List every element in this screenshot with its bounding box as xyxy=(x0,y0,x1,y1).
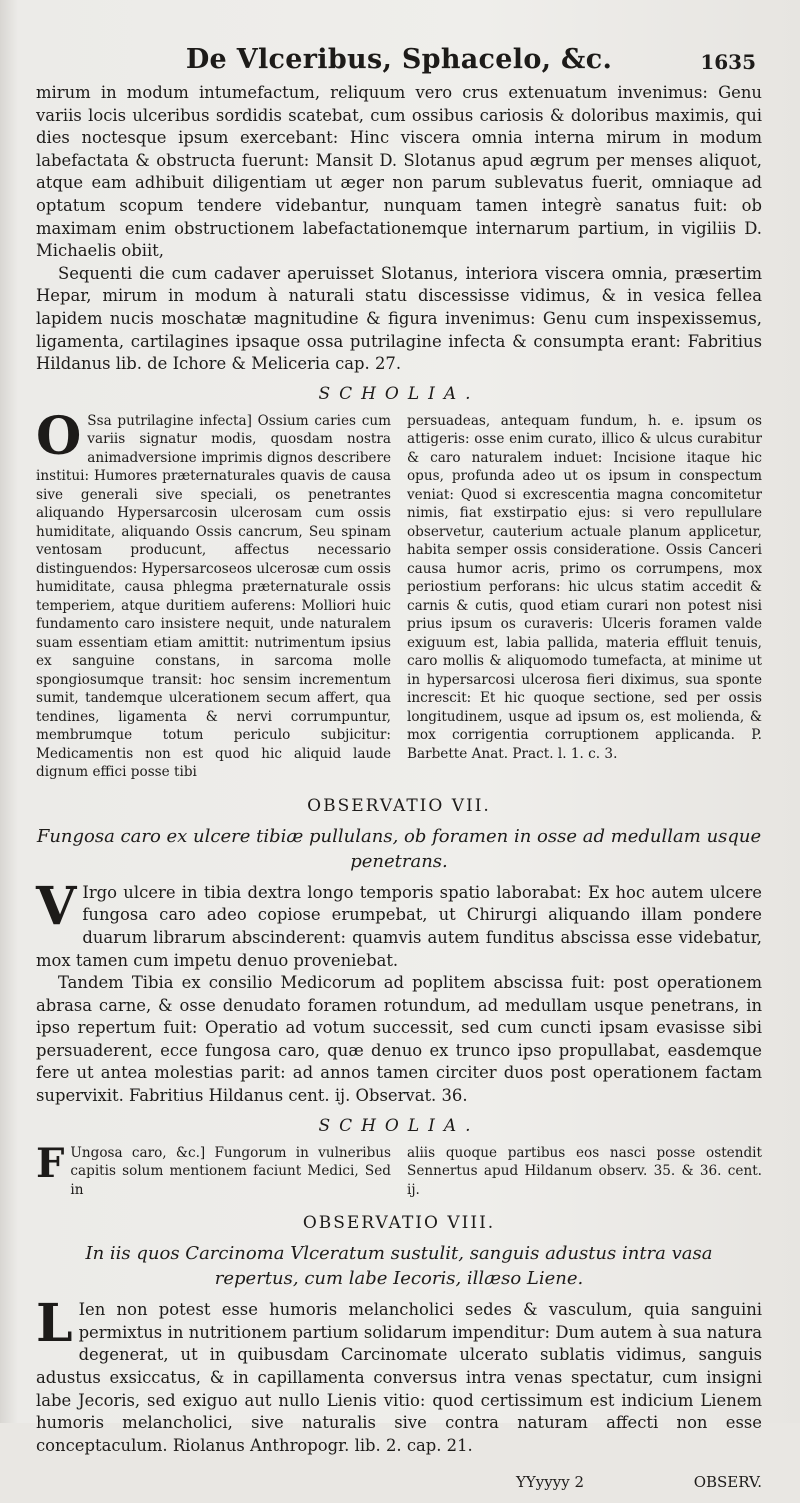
observatio-7-paragraph-2: Tandem Tibia ex consilio Medicorum ad poplitem abscissa fuit: post operationem abrasa carne, & osse denudato foramen rotundum, ad medullam usque penetrans, in ipso repertum fuit: Operatio ad votum successit, sed cum cuncti ipsam evasisse sibi persuaderent, ecce fungosa caro, quæ denuo ex trunco ipso propullabat, easdemque fere ut antea molestias parit: ad annos tamen circiter duos post operationem factam supervixit. Fabritius Hildanus cent. ij. Observat. 36. xyxy=(36,973,762,1106)
scholia-heading-2: SCHOLIA. xyxy=(318,1115,480,1136)
drop-cap-f: F xyxy=(36,1139,65,1187)
observatio-8-title-line-1: In iis quos Carcinoma Vlceratum sustulit, sanguis adustus intra vasa xyxy=(85,1243,713,1265)
running-title: De Vlceribus, Sphacelo, &c. xyxy=(185,44,613,75)
scholia-2-left-column xyxy=(36,1139,391,1200)
scholia-heading-1: SCHOLIA. xyxy=(318,383,480,404)
scholia-2-columns xyxy=(36,1139,762,1200)
drop-cap-l: L xyxy=(36,1293,73,1355)
catchword: OBSERV. xyxy=(693,1473,762,1492)
scholia-1-left-text: Ssa putrilagine infecta] Ossium caries cum variis signatur modis, quosdam nostra animadversione imprimis dignos describere institui: Humores præternaturales quavis de causa sive generali sive speciali, os penetrantes aliquando Hypersarcosin ulcerosam cum ossis humiditate, aliquando Ossis cancrum, Seu spinam ventosam producunt, affectus necessario distinguendos: Hypersarcoseos ulcerosæ cum ossis humiditate, causa phlegma præternaturale ossis temperiem, atque duritiem auferens: Molliori huic fundamento caro insistere nequit, unde naturalem suam essentiam etiam amittit: nutrimentum ipsius ex sanguine constans, in sarcoma molle spongiosumque transit: hoc sensim incrementum sumit, tandemque ulcerationem secum affert, qua tendines, ligamenta & nervi corrumpuntur, membrumque totum periculo subjicitur: Medicamentis non est quod hic aliquid laude dignum effici posse tibi xyxy=(36,412,391,781)
running-header xyxy=(36,36,762,82)
scholia-2-left-text: Ungosa caro, &c.] Fungorum in vulneribus capitis solum mentionem faciunt Medici, Sed in xyxy=(70,1144,391,1198)
signature-mark: YYyyyy 2 xyxy=(516,1473,585,1492)
scholia-1-left-column xyxy=(36,405,391,782)
paragraph-2: Sequenti die cum cadaver aperuisset Slotanus, interiora viscera omnia, præsertim Hepar, mirum in modum à naturali statu discessisse vidimus, & in vesica fellea lapidem nucis moschatæ magnitudine & figura invenimus: Genu cum inspexissemus, ligamenta, cartilagines ipsaque ossa putrilagine infecta & consumpta erant: Fabritius Hildanus lib. de Ichore & Meliceria cap. 27. xyxy=(36,263,762,374)
page-number: 1635 xyxy=(700,50,756,74)
scholia-1-columns xyxy=(36,405,762,782)
page-footer xyxy=(36,1463,762,1503)
observatio-7-text-1: Irgo ulcere in tibia dextra longo temporis spatio laborabat: Ex hoc autem ulcere fungosa caro adeo copiose erumpebat, ut Chirurgi aliquando illam pondere duarum librarum abscinderent: quamvis autem funditus abscissa esse videbatur, mox tamen cum impetu denuo proveniebat. xyxy=(36,882,762,970)
observatio-8-text: Ien non potest esse humoris melancholici sedes & vasculum, quia sanguini permixtus in nutritionem partium solidarum impenditur: Dum autem à sua natura degenerat, ut in quibusdam Carcinomate ulcerato sublatis vidimus, sanguis adustus exsiccatus, & in capillamenta conversus intra venas spectatur, cum insigni labe Jecoris, sed exiguo aut nullo Lienis vitio: quod certissimum est indicium Lienem humoris melancholici, sive naturalis sive contra naturam affecti non esse conceptaculum. Riolanus Anthropogr. lib. 2. cap. 21. xyxy=(36,1300,762,1455)
observatio-7-paragraph-1 xyxy=(36,875,762,972)
observatio-8-title xyxy=(36,1241,762,1291)
observatio-7-heading: OBSERVATIO VII. xyxy=(307,795,491,816)
observatio-8-paragraph xyxy=(36,1293,762,1457)
paragraph-1: mirum in modum intumefactum, reliquum vero crus extenuatum invenimus: Genu variis locis ulceribus sordidis scatebat, cum ossibus cariosis & doloribus maximis, qui dies noctesque ipsum exercebant: Hinc viscera omnia interna mirum in modum labefactata & obstructa fuerunt: Mansit D. Slotanus apud ægrum per menses aliquot, atque eam adhibuit diligentiam ut æger non parum sublevatus fuerit, omniaque ad optatum scopum tendere videbantur, nunquam tamen integrè sanatus fuit: ob maximam enim obstructionem labefactationemque internarum partium, in vigiliis D. Michaelis obiit, xyxy=(36,83,762,261)
drop-cap-o: O xyxy=(36,405,82,467)
observatio-8-heading: OBSERVATIO VIII. xyxy=(302,1213,496,1234)
observatio-7-title: Fungosa caro ex ulcere tibiæ pullulans, ob foramen in osse ad medullam usque penetrans. xyxy=(36,825,762,872)
scholia-1-right-column: persuadeas, antequam fundum, h. e. ipsum os attigeris: osse enim curato, illico & ulcus curabitur & caro naturalem induet: Incisione itaque hic opus, profunda adeo ut os ipsum in conspectum veniat: Quod si excrescentia magna concomitetur nimis, fiat exstirpatio ejus: si vero repullulare observetur, cauterium actuale planum applicetur, habita semper ossis consideratione. Ossis Canceri causa humor acris, primo os corrumpens, mox periostium perforans: hic ulcus statim accedit & carnis & cutis, quod etiam curari non potest nisi prius ipsum os curaveris: Ulceris foramen valde exiguum est, labia pallida, materia effluit tenuis, caro mollis & aliquomodo tumefacta, at minime ut in hypersarcosi ulcerosa fieri diximus, sua sponte increscit: Et hic quoque sectione, sed per ossis longitudinem, usque ad ipsum os, est molienda, & mox corrigentia corruptionem applicanda. P. Barbette Anat. Pract. l. 1. c. 3. xyxy=(407,412,762,762)
drop-cap-v: V xyxy=(36,875,77,937)
observatio-8-title-line-2: repertus, cum labe Iecoris, illæso Liene. xyxy=(214,1268,584,1290)
scholia-2-right-column: aliis quoque partibus eos nasci posse ostendit Sennertus apud Hildanum observ. 35. & 36. cent. ij. xyxy=(407,1144,762,1198)
